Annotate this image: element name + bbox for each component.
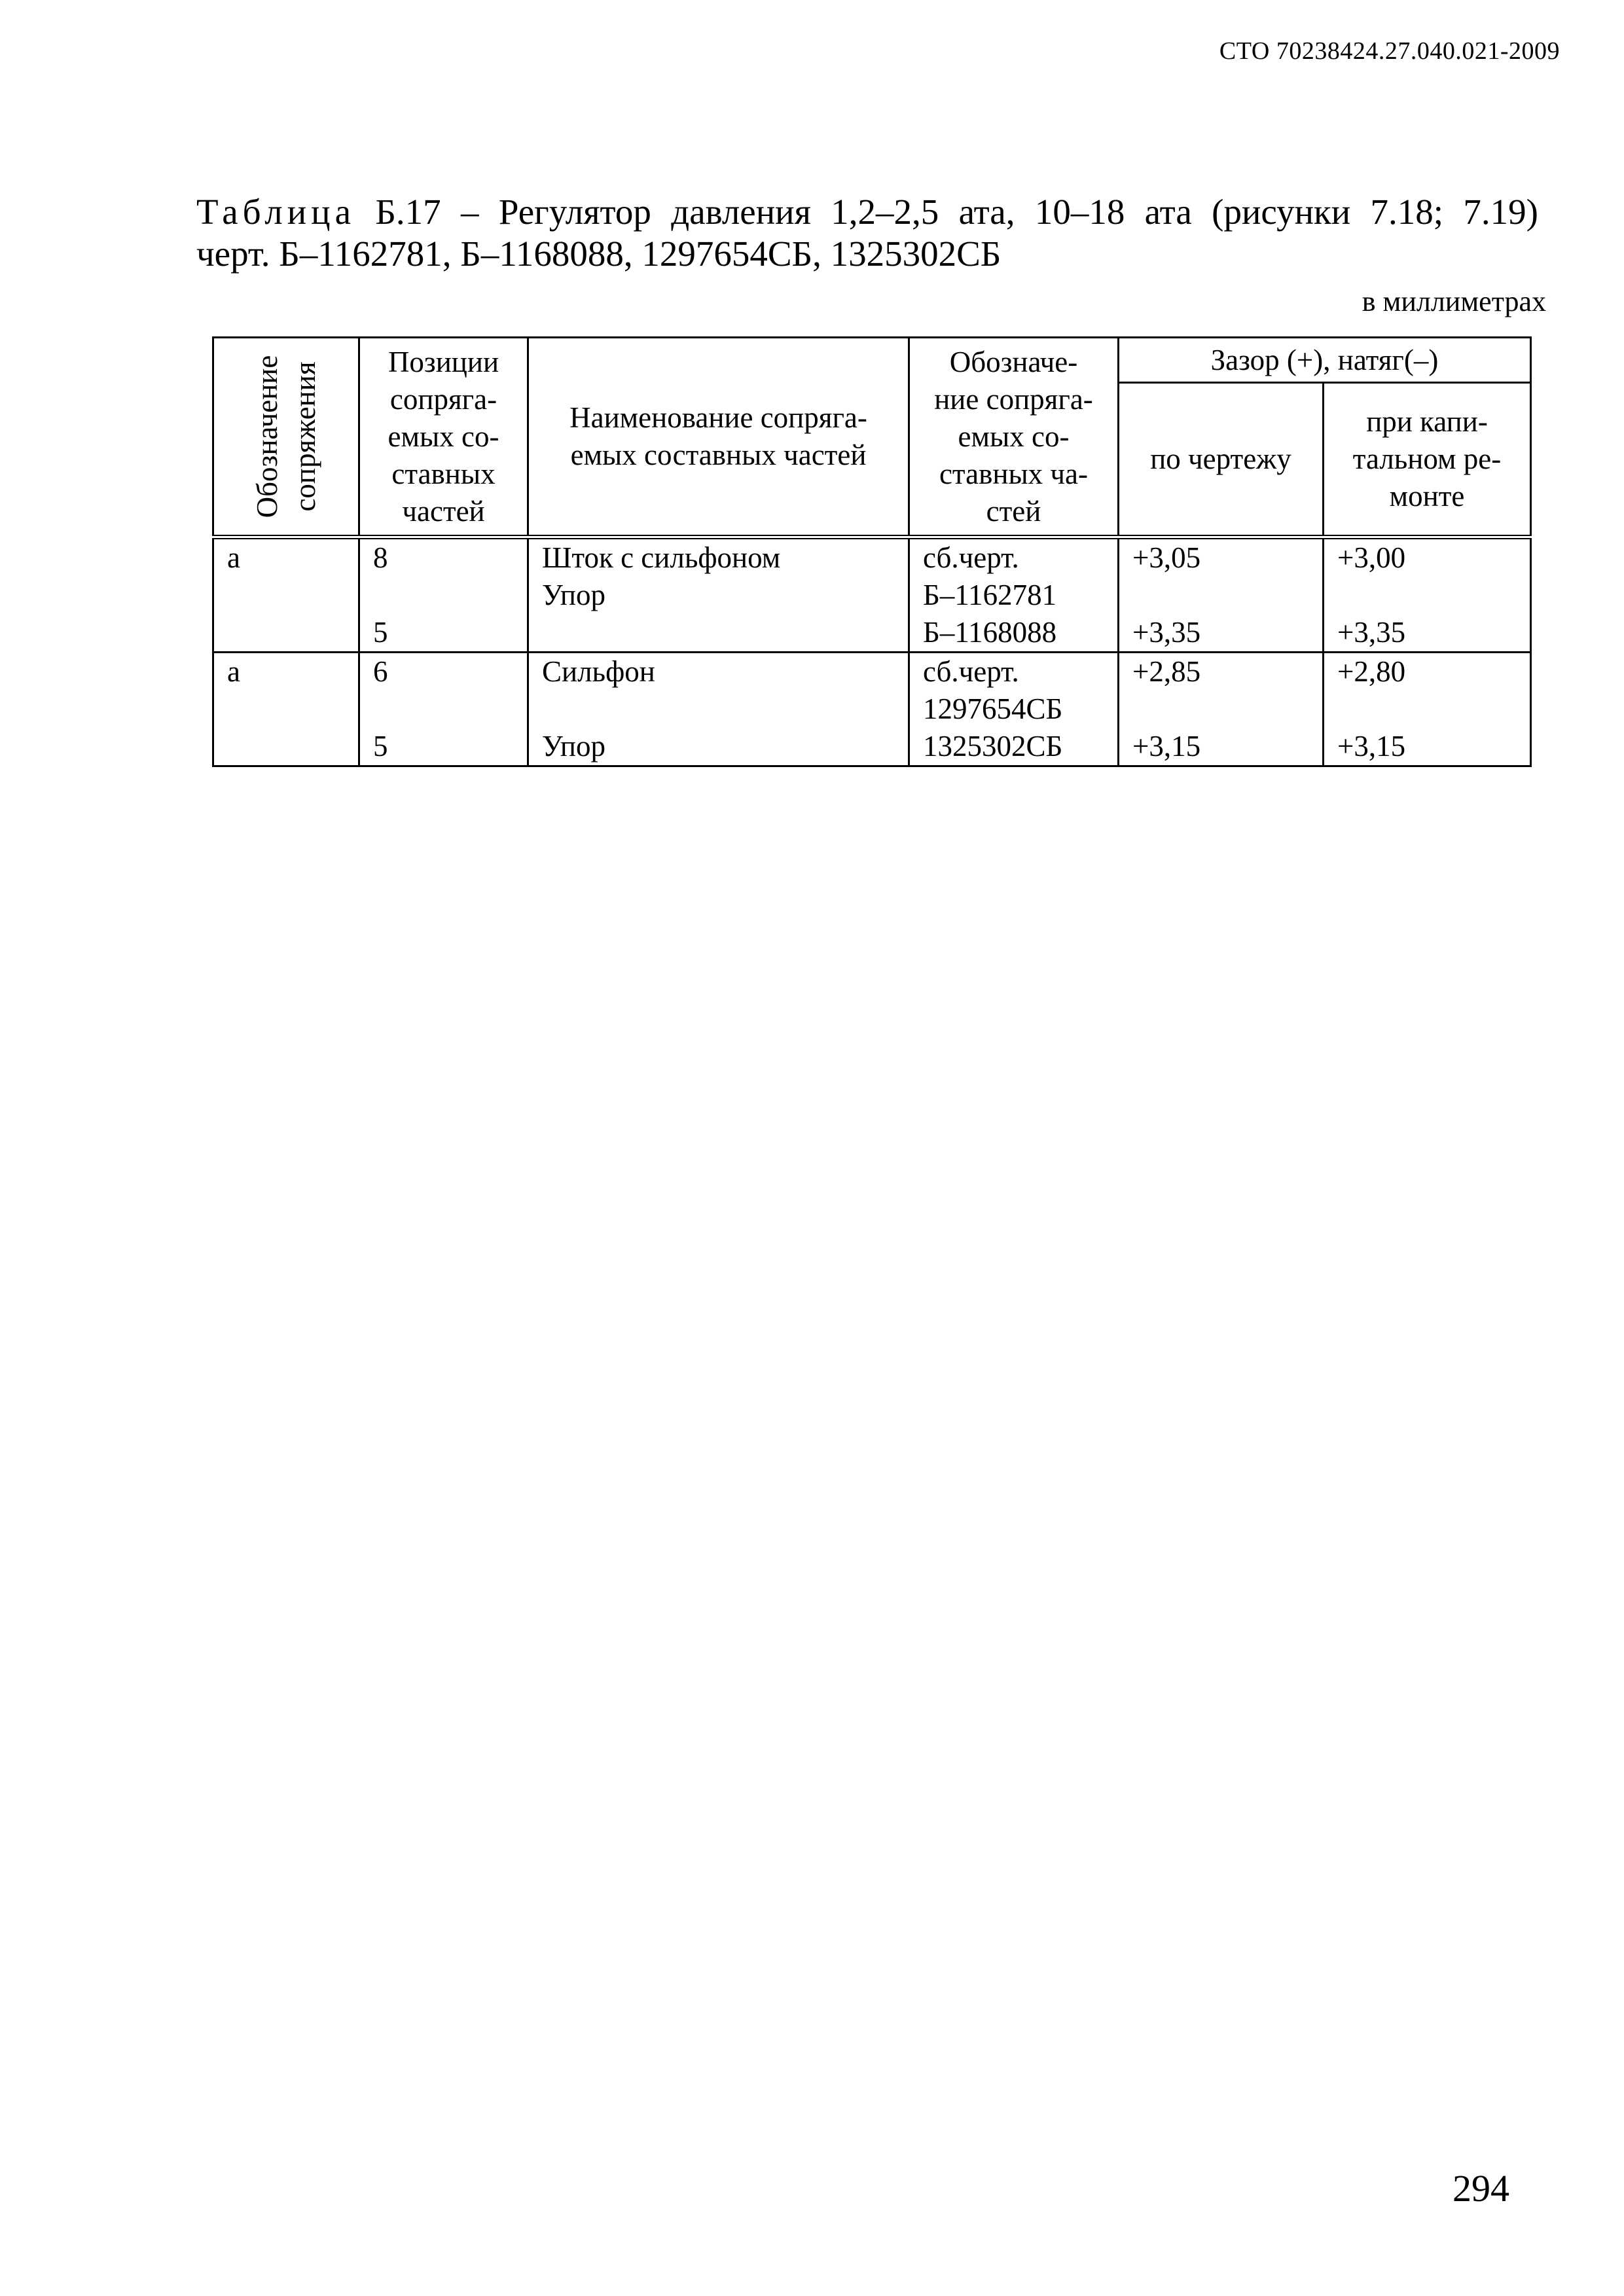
cell-part-names: Шток с сильфоном Упор — [528, 537, 909, 653]
cell-at-overhaul: +2,80 +3,15 — [1324, 653, 1531, 766]
fits-table — [212, 336, 1532, 767]
cell-by-drawing: +2,85 +3,15 — [1119, 653, 1324, 766]
table-caption — [196, 191, 1538, 275]
cell-part-names: Сильфон Упор — [528, 653, 909, 766]
cell-designation: а — [213, 537, 359, 653]
table-row — [213, 537, 1531, 653]
units-label: в миллиметрах — [1362, 285, 1546, 317]
header-gap-group: Зазор (+), натяг(–) — [1119, 338, 1531, 383]
cell-part-designations: сб.черт. 1297654СБ 1325302СБ — [909, 653, 1119, 766]
header-part-names: Наименование сопряга- емых составных частей — [528, 338, 909, 537]
cell-positions: 8 5 — [359, 537, 528, 653]
table-row — [213, 653, 1531, 766]
cell-at-overhaul: +3,00 +3,35 — [1324, 537, 1531, 653]
header-positions: Позиции сопряга- емых со- ставных частей — [359, 338, 528, 537]
caption-drawings: черт. Б–1162781, Б–1168088, 1297654СБ, 1325302СБ — [196, 234, 1001, 274]
cell-designation: а — [213, 653, 359, 766]
header-part-designation: Обозначе- ние сопряга- емых со- ставных ча- стей — [909, 338, 1119, 537]
header-at-overhaul: при капи- тальном ре- монте — [1324, 383, 1531, 537]
cell-part-designations: сб.черт. Б–1162781 Б–1168088 — [909, 537, 1119, 653]
document-code: СТО 70238424.27.040.021-2009 — [1219, 37, 1560, 65]
header-row-1 — [213, 338, 1531, 383]
cell-positions: 6 5 — [359, 653, 528, 766]
caption-title: Б.17 – Регулятор давления 1,2–2,5 ата, 10–18 ата (рисунки 7.18; 7.19) — [375, 192, 1538, 232]
cell-by-drawing: +3,05 +3,35 — [1119, 537, 1324, 653]
header-designation: Обозначение сопряжения — [213, 338, 359, 537]
page-number: 294 — [1453, 2167, 1509, 2210]
header-by-drawing: по чертежу — [1119, 383, 1324, 537]
caption-table-word: Таблица — [196, 192, 355, 232]
